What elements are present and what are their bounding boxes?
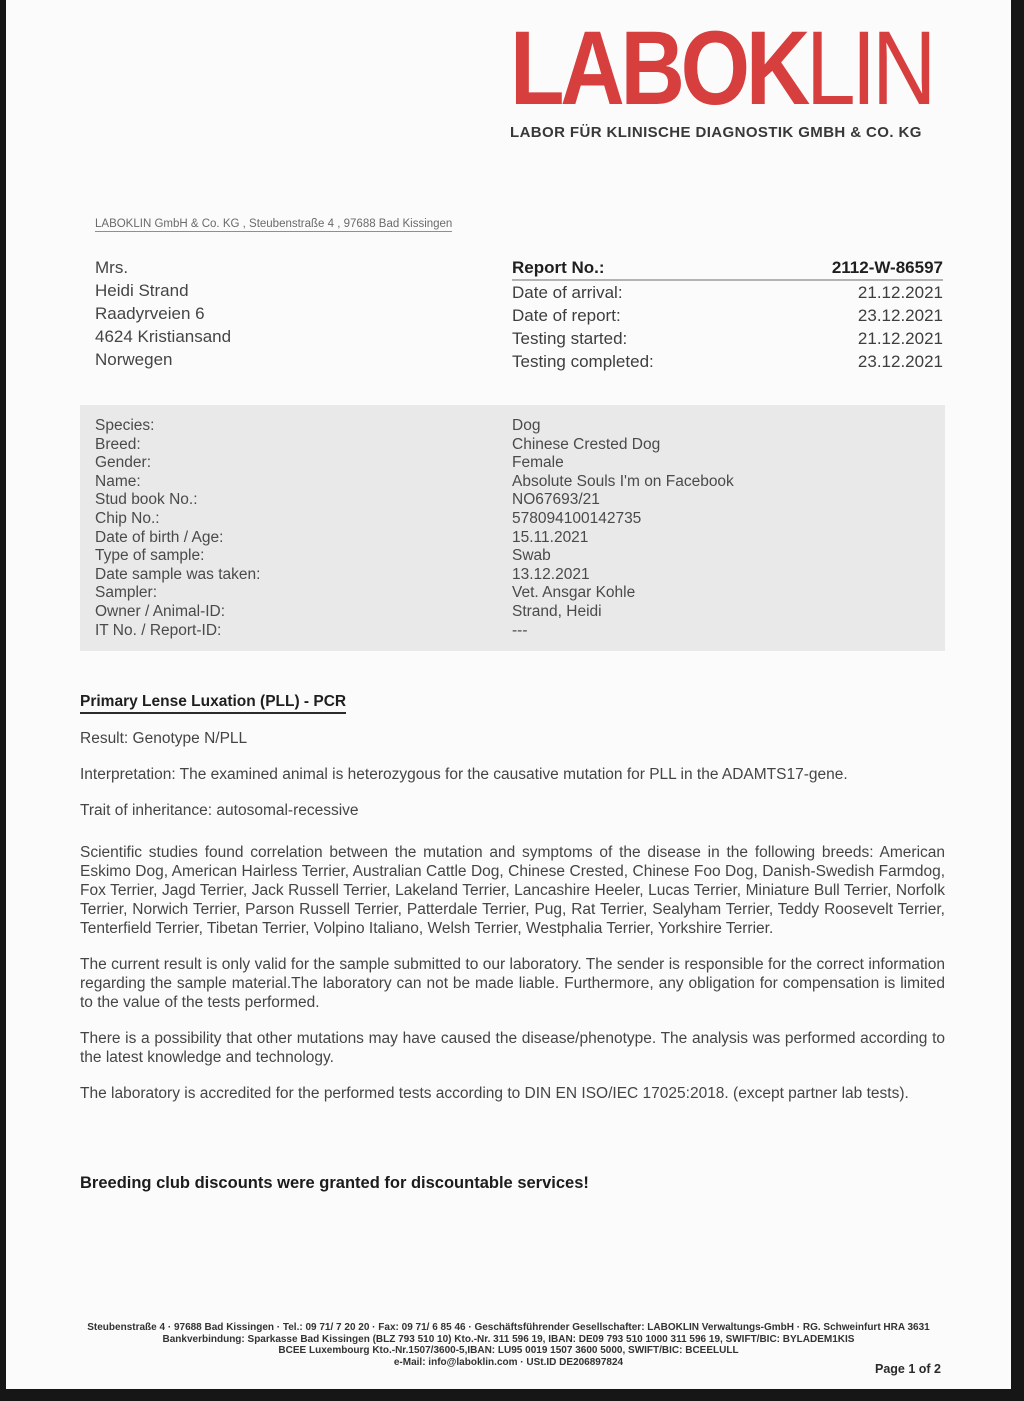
gender-row xyxy=(95,454,930,473)
breed-label: Breed: xyxy=(95,435,141,453)
sample-type-row xyxy=(95,547,930,566)
logo-text-light: LIN xyxy=(806,10,933,127)
report-header-table xyxy=(512,256,943,373)
it-no-row xyxy=(95,622,930,641)
date-of-arrival-value: 21.12.2021 xyxy=(857,283,943,302)
interpretation-paragraph: Interpretation: The examined animal is heterozygous for the causative mutation for PLL in the ADAMTS17-gene. xyxy=(80,766,848,783)
sample-type-value: Swab xyxy=(512,547,551,565)
date-of-arrival-row xyxy=(512,281,943,304)
species-row xyxy=(95,417,930,436)
sender-address-text: LABOKLIN GmbH & Co. KG , Steubenstraße 4 , 97688 Bad Kissingen xyxy=(95,218,453,230)
inheritance-line: Trait of inheritance: autosomal-recessive xyxy=(80,802,359,819)
report-number-row xyxy=(512,256,943,281)
stud-book-label: Stud book No.: xyxy=(95,491,198,509)
sample-date-label: Date sample was taken: xyxy=(95,565,261,583)
date-of-arrival-label: Date of arrival: xyxy=(512,283,623,302)
laboklin-logo xyxy=(510,10,950,141)
date-of-report-value: 23.12.2021 xyxy=(857,306,943,325)
sample-date-row xyxy=(95,566,930,585)
chip-no-label: Chip No.: xyxy=(95,509,160,527)
testing-completed-label: Testing completed: xyxy=(512,352,654,371)
recipient-name: Heidi Strand xyxy=(95,281,189,300)
chip-no-row xyxy=(95,510,930,529)
laboklin-logo-wordmark xyxy=(510,10,933,127)
footer-line-bank: Bankverbindung: Sparkasse Bad Kissingen (BLZ 793 510 10) Kto.-Nr. 311 596 19, IBAN: DE09 793 510 1000 311 596 19, SWIFT/BIC: BYLADEM1KIS xyxy=(162,1333,855,1345)
sampler-row xyxy=(95,584,930,603)
results-section xyxy=(80,692,945,1193)
gender-value: Female xyxy=(512,454,564,472)
section-heading-wrap xyxy=(80,692,945,714)
owner-value: Strand, Heidi xyxy=(512,602,602,620)
test-heading: Primary Lense Luxation (PLL) - PCR xyxy=(80,692,346,714)
it-no-label: IT No. / Report-ID: xyxy=(95,621,222,639)
recipient-salutation: Mrs. xyxy=(95,258,129,277)
recipient-country: Norwegen xyxy=(95,350,173,369)
testing-started-label: Testing started: xyxy=(512,329,628,348)
logo-text-bold: LABOK xyxy=(510,10,807,127)
sender-address-line xyxy=(95,218,452,230)
breed-row xyxy=(95,436,930,455)
birth-date-value: 15.11.2021 xyxy=(512,528,589,546)
recipient-street: Raadyrveien 6 xyxy=(95,304,205,323)
testing-completed-row xyxy=(512,350,943,373)
validity-paragraph: The current result is only valid for the sample submitted to our laboratory. The sender is responsible for the correct information regarding the sample material.The laboratory can not be made liable. Furthermore, any obligation for compensation is limited to the value of the tests performed. xyxy=(80,956,945,1011)
birth-date-row xyxy=(95,529,930,548)
footer-line-bcee: BCEE Luxembourg Kto.-Nr.1507/3600-5,IBAN: LU95 0019 1507 3600 5000, SWIFT/BIC: BCEELULL xyxy=(278,1345,739,1356)
owner-row xyxy=(95,603,930,622)
date-of-report-row xyxy=(512,304,943,327)
name-label: Name: xyxy=(95,472,141,490)
logo-subtitle: LABOR FÜR KLINISCHE DIAGNOSTIK GMBH & CO. KG xyxy=(510,123,922,141)
gender-label: Gender: xyxy=(95,454,152,472)
stud-book-row xyxy=(95,491,930,510)
breeding-discount-notice: Breeding club discounts were granted for discountable services! xyxy=(80,1174,589,1192)
footer-line-email: e-Mail: info@laboklin.com · USt.ID DE206897824 xyxy=(393,1356,624,1368)
chip-no-value: 578094100142735 xyxy=(512,509,642,527)
name-row xyxy=(95,473,930,492)
sampler-label: Sampler: xyxy=(95,584,158,602)
recipient-address xyxy=(95,256,231,371)
breed-value: Chinese Crested Dog xyxy=(512,435,661,453)
sampler-value: Vet. Ansgar Kohle xyxy=(512,584,636,602)
mutations-paragraph: There is a possibility that other mutations may have caused the disease/phenotype. The analysis was performed according to the latest knowledge and technology. xyxy=(80,1030,945,1066)
accreditation-paragraph: The laboratory is accredited for the performed tests according to DIN EN ISO/IEC 17025:2018. (except partner lab tests). xyxy=(80,1085,909,1102)
report-number-value: 2112-W-86597 xyxy=(831,258,943,277)
sample-date-value: 13.12.2021 xyxy=(512,565,590,583)
sample-info-box xyxy=(80,405,945,651)
stud-book-value: NO67693/21 xyxy=(512,491,600,509)
birth-date-label: Date of birth / Age: xyxy=(95,528,224,546)
species-label: Species: xyxy=(95,417,155,434)
footer-line-contact: Steubenstraße 4 · 97688 Bad Kissingen · Tel.: 09 71/ 7 20 20 · Fax: 09 71/ 6 85 46 · Geschäftsführender Gesellschafter: LABOKLIN Verwaltungs-GmbH · RG. Schweinfurt HRA 3631 xyxy=(87,1322,930,1333)
testing-completed-value: 23.12.2021 xyxy=(857,352,943,371)
report-page xyxy=(6,0,1011,1389)
report-number-label: Report No.: xyxy=(512,258,605,277)
testing-started-row xyxy=(512,327,943,350)
footer xyxy=(6,1322,1011,1368)
name-value: Absolute Souls I'm on Facebook xyxy=(512,472,734,490)
owner-label: Owner / Animal-ID: xyxy=(95,602,226,620)
page-indicator: Page 1 of 2 xyxy=(875,1362,941,1376)
breeds-paragraph: Scientific studies found correlation between the mutation and symptoms of the disease in the following breeds: American Eskimo Dog, American Hairless Terrier, Australian Cattle Dog, Chinese Crested, Chinese Foo Dog, Danish-Swedish Farmdog, Fox Terrier, Jagd Terrier, Jack Russell Terrier, Lakeland Terrier, Lancashire Heeler, Lucas Terrier, Miniature Bull Terrier, Norfolk Terrier, Norwich Terrier, Parson Russell Terrier, Patterdale Terrier, Pug, Rat Terrier, Sealyham Terrier, Teddy Roosevelt Terrier, Tenterfield Terrier, Tibetan Terrier, Volpino Italiano, Welsh Terrier, Westphalia Terrier, Yorkshire Terrier. xyxy=(80,844,945,937)
testing-started-value: 21.12.2021 xyxy=(857,329,943,348)
recipient-city: 4624 Kristiansand xyxy=(95,327,232,346)
result-line: Result: Genotype N/PLL xyxy=(80,730,248,747)
species-value: Dog xyxy=(512,417,541,434)
sample-type-label: Type of sample: xyxy=(95,547,205,565)
date-of-report-label: Date of report: xyxy=(512,306,621,325)
it-no-value: --- xyxy=(512,621,528,639)
